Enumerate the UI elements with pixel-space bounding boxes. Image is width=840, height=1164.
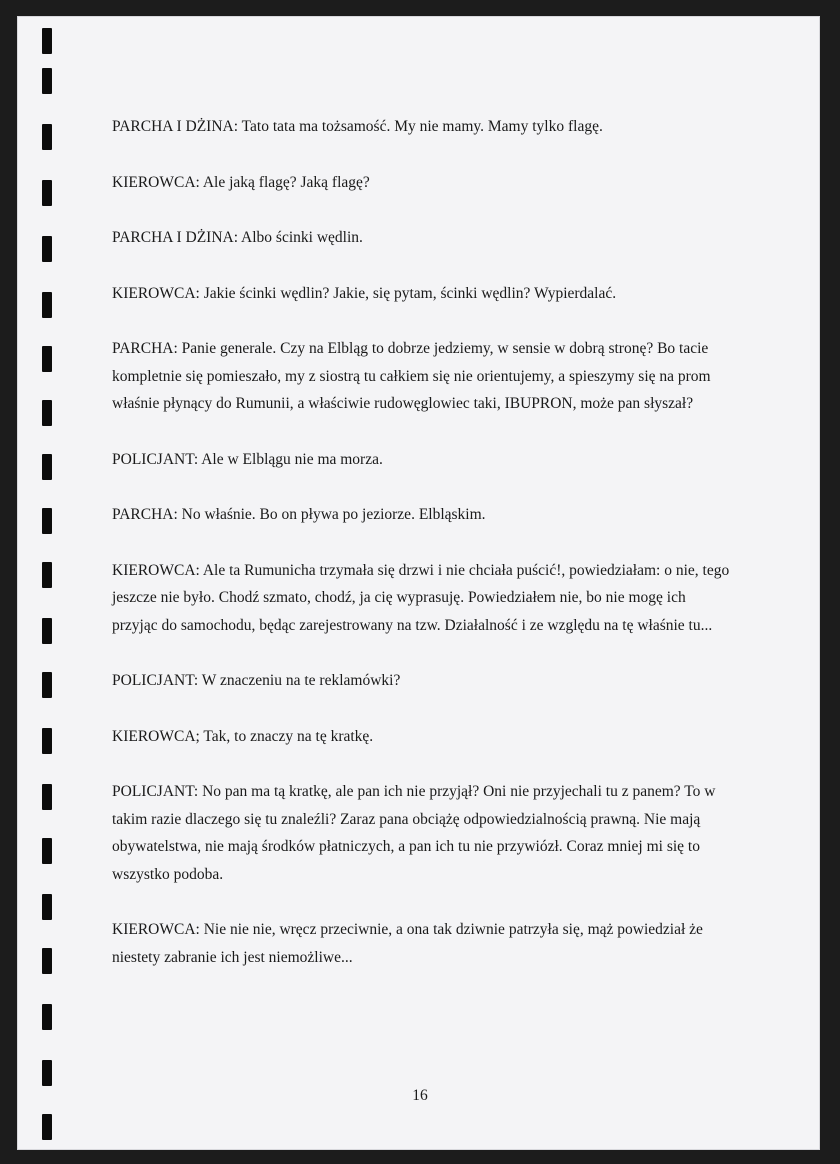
binding-hole <box>42 508 52 534</box>
binding-hole <box>42 618 52 644</box>
binding-hole <box>42 672 52 698</box>
binding-hole <box>42 838 52 864</box>
binding-hole <box>42 562 52 588</box>
dialogue-line: PARCHA: Panie generale. Czy na Elbląg to dobrze jedziemy, w sensie w dobrą stronę? Bo tacie kompletnie się pomieszało, my z siostrą tu całkiem się nie orientujemy, a spieszymy się na prom właśnie płynący do Rumunii, a właściwie rudowęglowiec taki, IBUPRON, może pan słyszał? <box>112 340 711 412</box>
binding-hole <box>42 346 52 372</box>
script-text <box>112 113 732 999</box>
dialogue-line: PARCHA: No właśnie. Bo on pływa po jeziorze. Elbląskim. <box>112 506 486 523</box>
binding-hole <box>42 292 52 318</box>
binding-hole <box>42 1004 52 1030</box>
binding-hole <box>42 1114 52 1140</box>
binding-hole <box>42 68 52 94</box>
binding-hole <box>42 454 52 480</box>
page-number: 16 <box>412 1087 428 1104</box>
binding-hole <box>42 400 52 426</box>
binding-hole <box>42 180 52 206</box>
dialogue-line: POLICJANT: No pan ma tą kratkę, ale pan ich nie przyjął? Oni nie przyjechali tu z panem? To w takim razie dlaczego się tu znaleźli? Zaraz pana obciążę odpowiedzialnością prawną. Nie mają obywatelstwa, nie mają środków płatniczych, a pan ich tu nie przywiózł. Coraz mniej mi się to wszystko podoba. <box>112 783 716 883</box>
binding-hole <box>42 948 52 974</box>
binding-hole <box>42 28 52 54</box>
dialogue-line: PARCHA I DŻINA: Tato tata ma tożsamość. My nie mamy. Mamy tylko flagę. <box>112 118 603 135</box>
binding-hole <box>42 728 52 754</box>
binding-holes <box>42 0 54 1164</box>
dialogue-line: KIEROWCA: Nie nie nie, wręcz przeciwnie, a ona tak dziwnie patrzyła się, mąż powiedział że niestety zabranie ich jest niemożliwe... <box>112 921 703 966</box>
dialogue-line: POLICJANT: Ale w Elblągu nie ma morza. <box>112 450 383 468</box>
dialogue-line: KIEROWCA: Ale ta Rumunicha trzymała się drzwi i nie chciała puścić!, powiedziałam: o nie, tego jeszcze nie było. Chodź szmato, chodź, ja cię wyprasuję. Powiedziałem nie, bo nie mogę ich przyjąc do samochodu, będąc zarejestrowany na tzw. Działalność i ze względu na tę właśnie tu... <box>112 561 730 634</box>
binding-hole <box>42 1060 52 1086</box>
dialogue-line: KIEROWCA: Jakie ścinki wędlin? Jakie, się pytam, ścinki wędlin? Wypierdalać. <box>112 284 617 302</box>
binding-hole <box>42 236 52 262</box>
binding-hole <box>42 124 52 150</box>
dialogue-line: KIEROWCA: Ale jaką flagę? Jaką flagę? <box>112 173 370 191</box>
binding-hole <box>42 894 52 920</box>
dialogue-line: POLICJANT: W znaczeniu na te reklamówki? <box>112 672 401 689</box>
dialogue-line: KIEROWCA; Tak, to znaczy na tę kratkę. <box>112 727 374 745</box>
dialogue-line: PARCHA I DŻINA: Albo ścinki wędlin. <box>112 229 363 246</box>
binding-hole <box>42 784 52 810</box>
